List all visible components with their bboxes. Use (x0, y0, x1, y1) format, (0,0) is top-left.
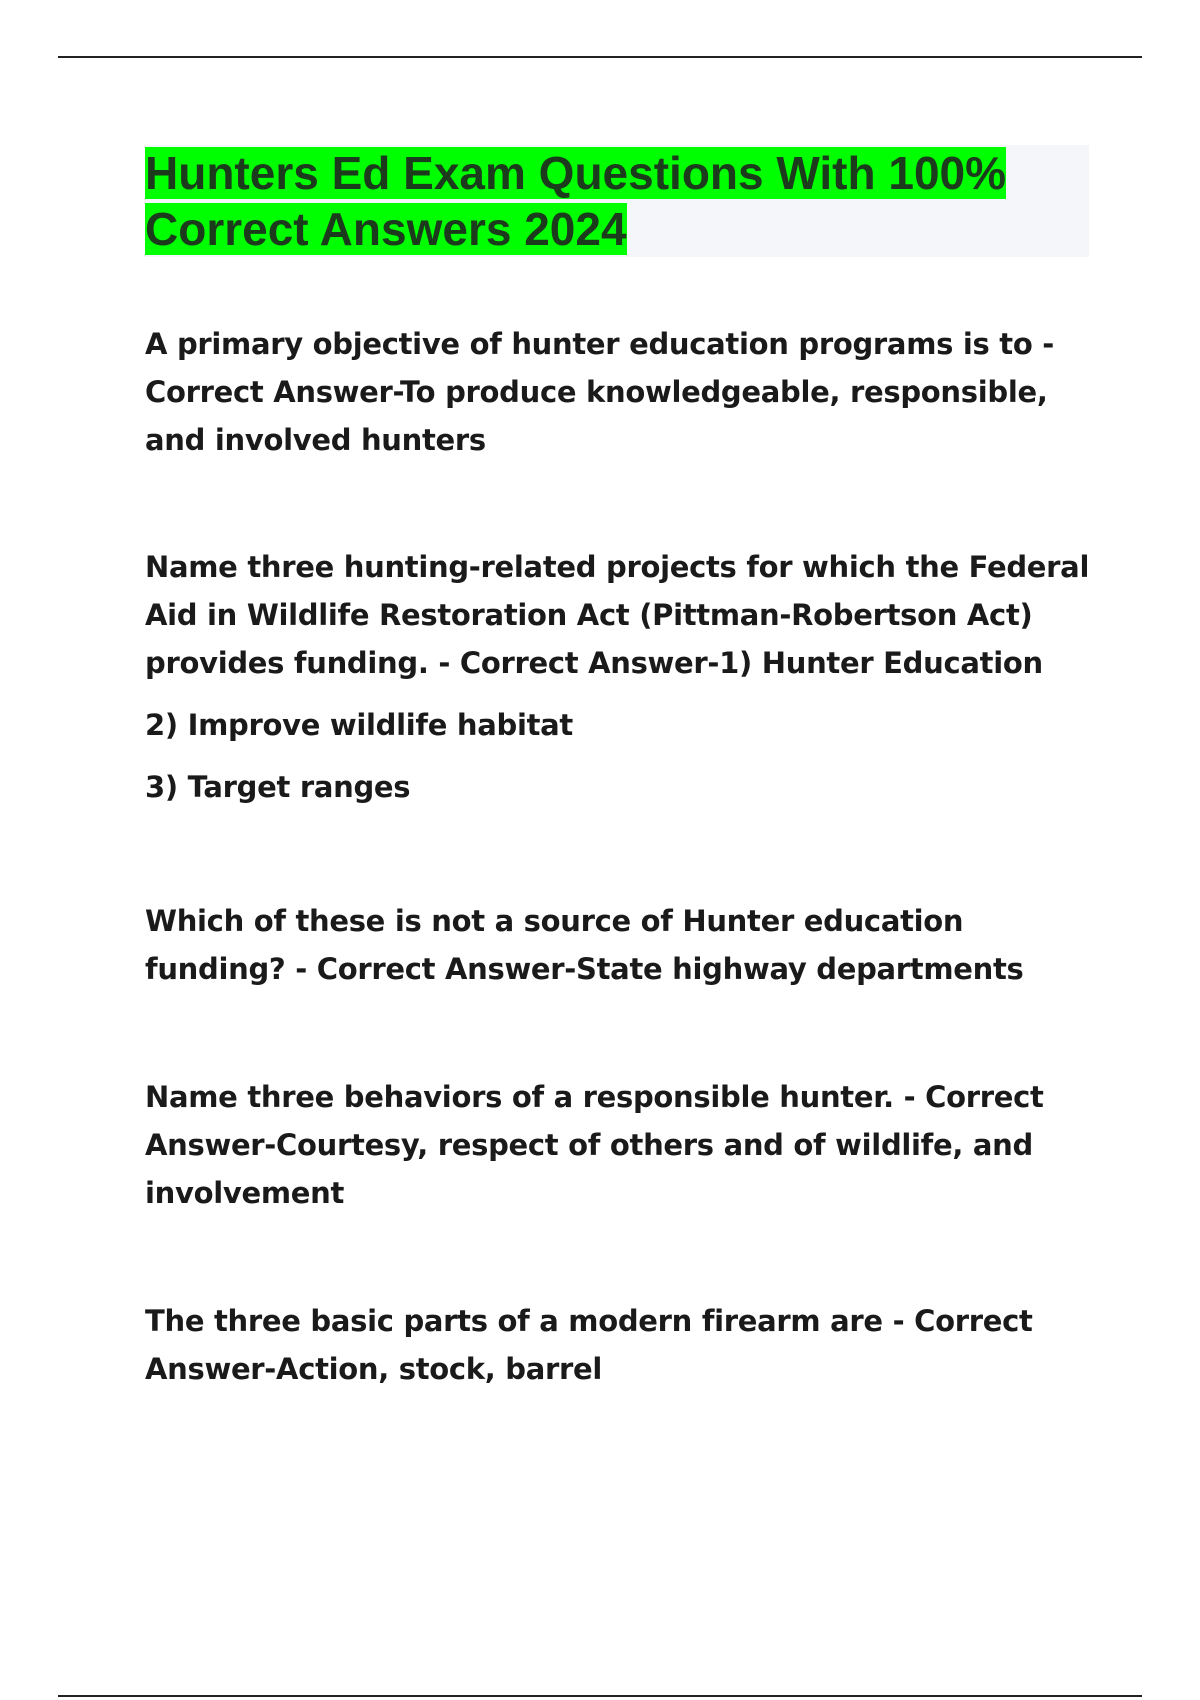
page-title (145, 145, 1065, 257)
title-block (145, 145, 1089, 257)
qa-text: A primary objective of hunter education programs is to - Correct Answer-To produce knowledgeable, responsible, and involved hunters (145, 327, 1054, 457)
qa-answer-item: 3) Target ranges (145, 770, 411, 804)
qa-item (145, 543, 1095, 811)
qa-answer-item: 2) Improve wildlife habitat (145, 708, 573, 742)
qa-item (145, 320, 1095, 464)
qa-text: Name three behaviors of a responsible hunter. - Correct Answer-Courtesy, respect of others and of wildlife, and involvement (145, 1080, 1044, 1210)
qa-item (145, 1297, 1095, 1393)
qa-text: The three basic parts of a modern firearm are - Correct Answer-Action, stock, barrel (145, 1304, 1033, 1386)
top-divider (58, 56, 1142, 58)
qa-text: Which of these is not a source of Hunter education funding? - Correct Answer-State highway departments (145, 904, 1024, 986)
qa-text: Name three hunting-related projects for which the Federal Aid in Wildlife Restoration Act (Pittman-Robertson Act) provides funding. - Correct Answer-1) Hunter Education (145, 550, 1090, 680)
qa-item (145, 1073, 1095, 1217)
bottom-divider (58, 1695, 1142, 1697)
title-highlight: Hunters Ed Exam Questions With 100% Correct Answers 2024 (145, 147, 1007, 255)
qa-item (145, 897, 1095, 993)
